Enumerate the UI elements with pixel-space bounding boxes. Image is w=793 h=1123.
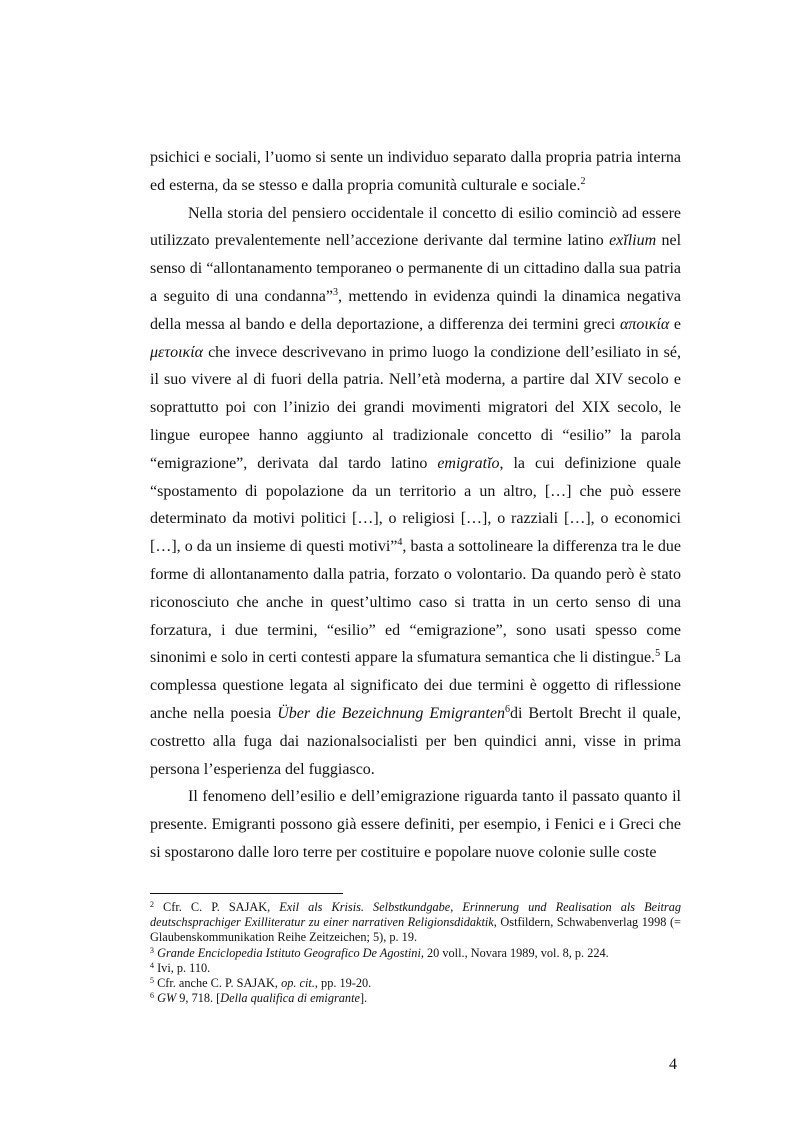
footnote-4 [150,961,681,976]
body-text [150,144,681,867]
footnote-ref-3: 3 [332,286,338,298]
footnote-text: Cfr. anche C. P. SAJAK, [154,976,282,991]
footnote-number: 3 [150,945,154,955]
latin-term-exilium: exĭlium [609,232,657,250]
footnote-number: 4 [150,960,154,970]
greek-term-metoikia: μετοικία [150,343,204,361]
footnote-number: 5 [150,976,154,986]
footnote-5 [150,976,681,991]
footnote-text: ]. [359,991,368,1006]
footnote-text: 20 voll., Novara 1989, vol. 8, p. 224. [423,945,609,960]
paragraph-2 [150,200,681,784]
footnote-number: 2 [150,900,154,909]
footnote-text: 9, 718. [ [176,991,221,1006]
page-number: 4 [669,1056,677,1073]
text-run: , basta a sottolineare la differenza tra le due forme di allontanamento dalla patria, forzato o volontario. Da quando però è stato riconosciuto che anche in quest’ultimo caso si tratta in un certo senso di una forzatura, i due termini, “esilio” ed “emigrazione”, sono usati spesso come sinonimi e solo in certi contesti appare la sfumatura semantica che li distingue. [150,538,682,667]
text-run: Il fenomeno dell’esilio e dell’emigrazione riguarda tanto il passato quanto il presente. Emigranti possono già essere definiti, per esempio, i Fenici e i Greci che si spostarono dalle loro terre per costituire e popolare nuove colonie sulle coste [150,788,681,861]
footnote-title: Grande Enciclopedia Istituto Geografico De Agostini, [157,945,424,960]
footnotes [150,900,681,1006]
footnote-2 [150,900,681,946]
greek-term-apoikia: αποικία [619,315,670,333]
footnote-ref-2: 2 [580,175,586,187]
footnote-text: Ivi, p. 110. [154,960,211,975]
text-run: , la cui definizione quale “spostamento di popolazione da un territorio a un altro, […] che può essere determinato da motivi politici […], o religiosi […], o razziali […], o economici […], o da un insieme di questi motivi” [150,454,681,556]
footnote-text: Cfr. C. P. SAJAK, [154,900,280,914]
text-run: nel senso di “allontanamento temporaneo o permanente di un cittadino dalla sua patria a seguito di una condanna” [150,232,682,305]
footnote-6 [150,991,681,1006]
footnote-ref-6: 6 [504,703,510,715]
text-run: psichici e sociali, l’uomo si sente un individuo separato dalla propria patria interna ed esterna, da se stesso e dalla propria comunità culturale e sociale. [150,149,681,194]
footnote-text: , Ostfildern, Schwabenverlag 1998 (= Glaubenskommunikation Reihe Zeitzeichen; 5), p. 19. [150,915,681,945]
text-run: , mettendo in evidenza quindi la dinamica negativa della messa al bando e della deportazione, a differenza dei termini greci [150,287,681,333]
footnote-3 [150,946,681,961]
poem-title: Über die Bezeichnung Emigranten [277,704,505,722]
text-run: e [669,315,682,333]
paragraph-3 [150,783,681,866]
footnote-title: Della qualifica di emigrante [220,991,360,1006]
footnote-text: , pp. 19-20. [314,976,372,991]
footnote-number: 6 [150,991,154,1001]
text-run: di Bertolt Brecht il quale, costretto alla fuga dai nazionalsocialisti per ben quindici anni, visse in prima persona l’esperienza del fuggiasco. [150,704,681,778]
footnote-title: op. cit. [281,976,315,991]
footnote-ref-5: 5 [655,648,661,660]
footnote-title: GW [157,991,177,1006]
text-run: La complessa questione legata al significato dei due termini è oggetto di riflessione anche nella poesia [150,649,682,722]
footnote-separator [150,893,343,894]
footnote-ref-4: 4 [397,537,403,549]
paragraph-1 [150,144,681,200]
footnote-title: Exil als Krisis. Selbstkundgabe, Erinnerung und Realisation als Beitrag deutschsprachiger Exilliteratur zu einer narrativen Religionsdidaktik [150,900,681,930]
text-run: che invece descrivevano in primo luogo la condizione dell’esiliato in sé, il suo vivere al di fuori della patria. Nell’età moderna, a partire dal XIV secolo e soprattutto poi con l’inizio dei grandi movimenti migratori del XIX secolo, le lingue europee hanno aggiunto al tradizionale concetto di “esilio” la parola “emigrazione”, derivata dal tardo latino [150,343,681,472]
text-run: Nella storia del pensiero occidentale il concetto di esilio cominciò ad essere utilizzato prevalentemente nell’accezione derivante dal termine latino [150,204,681,250]
latin-term-emigratio: emigratĭo [437,454,500,472]
